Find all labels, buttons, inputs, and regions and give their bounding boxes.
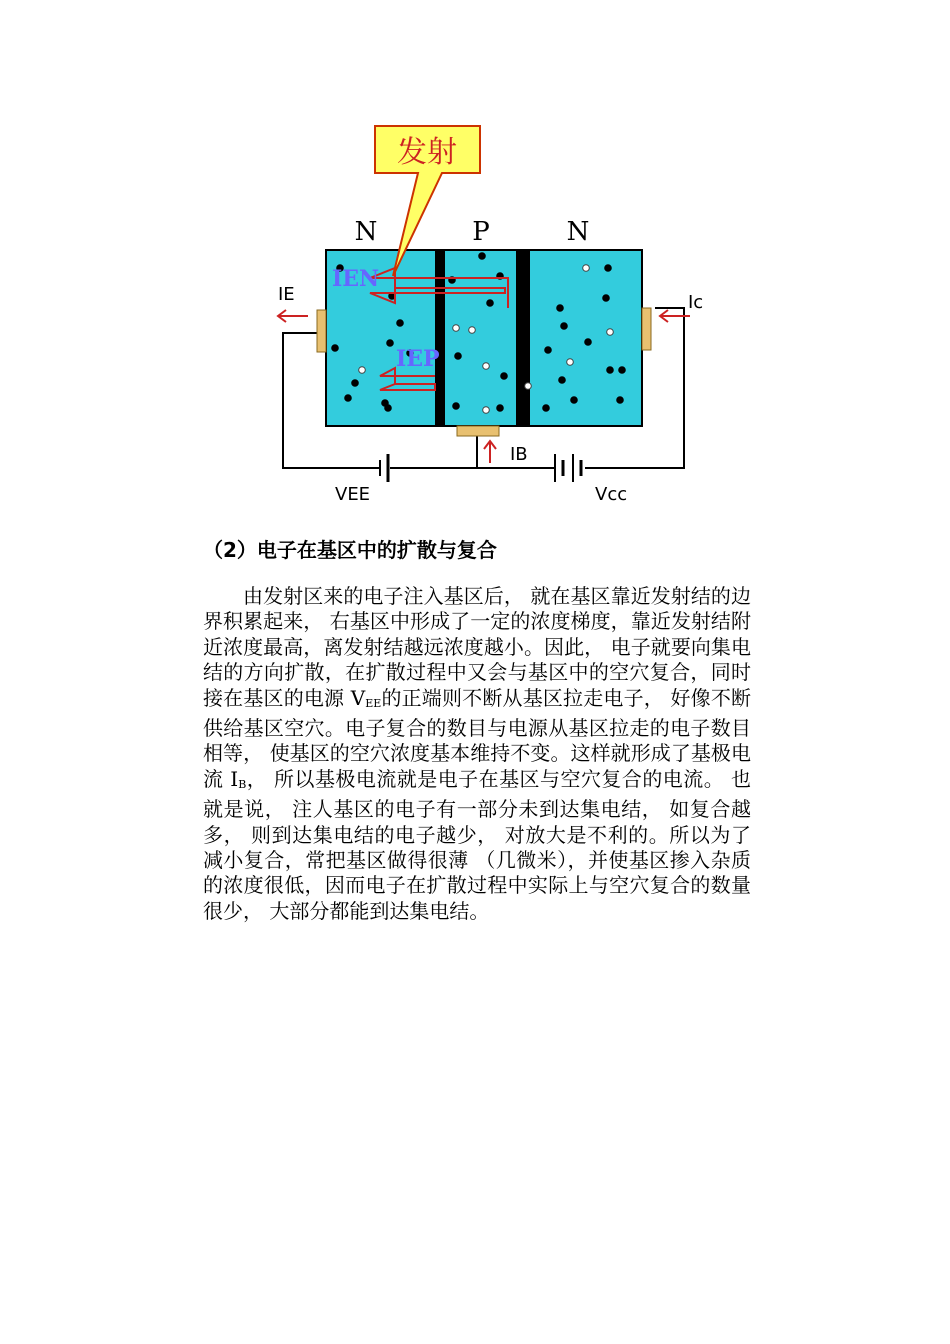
hole bbox=[453, 325, 460, 332]
vcc-battery bbox=[555, 454, 581, 482]
section-heading: （2）电子在基区中的扩散与复合 bbox=[203, 538, 497, 562]
region-label-n-right: N bbox=[566, 217, 590, 247]
iep-label: IEP bbox=[396, 346, 440, 372]
ic-label: Ic bbox=[688, 292, 704, 313]
electron bbox=[559, 377, 566, 384]
callout-label: 发射 bbox=[397, 135, 457, 170]
hole bbox=[469, 327, 476, 334]
electron bbox=[332, 345, 339, 352]
electron bbox=[497, 405, 504, 412]
vcc-label: Vcc bbox=[595, 484, 628, 505]
electron bbox=[543, 405, 550, 412]
vee-battery bbox=[380, 454, 388, 482]
electron bbox=[487, 300, 494, 307]
electron bbox=[571, 397, 578, 404]
electron bbox=[501, 373, 508, 380]
transistor-diagram-svg bbox=[260, 118, 730, 513]
electron bbox=[605, 265, 612, 272]
vee-subscript: EE bbox=[365, 696, 382, 710]
hole bbox=[583, 265, 590, 272]
collector-contact bbox=[642, 308, 651, 350]
emitter-junction bbox=[435, 250, 445, 426]
electron bbox=[607, 367, 614, 374]
vee-label: VEE bbox=[335, 484, 371, 505]
electron bbox=[479, 253, 486, 260]
body-paragraph bbox=[203, 584, 751, 924]
base-contact bbox=[457, 426, 499, 436]
electron bbox=[603, 295, 610, 302]
ien-label: IEN bbox=[332, 266, 380, 292]
transistor-diagram bbox=[260, 118, 730, 513]
electron bbox=[397, 320, 404, 327]
paragraph-part-1: 由发射区来的电子注入基区后， 就在基区靠近发射结的边界积累起来， 右基区中形成了一定的浓度梯度，靠近发射结附近浓度最高，离发射结越远浓度越小。因此， 电子就要向集电结的方向扩散，在扩散过程中又会与基区中的空穴复合，同时接在基区的电源 V bbox=[203, 584, 751, 710]
hole bbox=[567, 359, 574, 366]
emitter-contact bbox=[317, 310, 326, 352]
ie-label: IE bbox=[278, 284, 295, 305]
electron bbox=[545, 347, 552, 354]
electron bbox=[585, 339, 592, 346]
region-label-p: P bbox=[472, 217, 490, 247]
electron bbox=[387, 340, 394, 347]
ib-subscript: B bbox=[238, 777, 247, 791]
hole bbox=[607, 329, 614, 336]
hole bbox=[483, 363, 490, 370]
electron bbox=[455, 353, 462, 360]
electron bbox=[352, 380, 359, 387]
hole bbox=[483, 407, 490, 414]
electron bbox=[561, 323, 568, 330]
electron bbox=[557, 305, 564, 312]
electron bbox=[385, 405, 392, 412]
electron bbox=[453, 403, 460, 410]
hole bbox=[525, 383, 532, 390]
hole bbox=[359, 367, 366, 374]
electron bbox=[619, 367, 626, 374]
electron bbox=[345, 395, 352, 402]
electron bbox=[617, 397, 624, 404]
paragraph-part-3: ， 所以基极电流就是电子在基区与空穴复合的电流。 也就是说， 注人基区的电子有一部分未到达集电结， 如复合越多， 则到达集电结的电子越少， 对放大是不利的。所以为了减小复合，常把基区做得很薄 （几微米），并使基区掺入杂质的浓度很低，因而电子在扩散过程中实际上与空穴复合的数量很少， 大部分都能到达集电结。 bbox=[203, 766, 751, 923]
region-label-n-left: N bbox=[354, 217, 378, 247]
ib-label: IB bbox=[510, 444, 528, 465]
paragraph-part-2: 的正端则不断从基区拉走电子， 好像不断供给基区空穴。电子复合的数目与电源从基区拉走的电子数目相等， 使基区的空穴浓度基本维持不变。这样就形成了基极电流 I bbox=[203, 685, 751, 791]
collector-junction bbox=[516, 250, 530, 426]
